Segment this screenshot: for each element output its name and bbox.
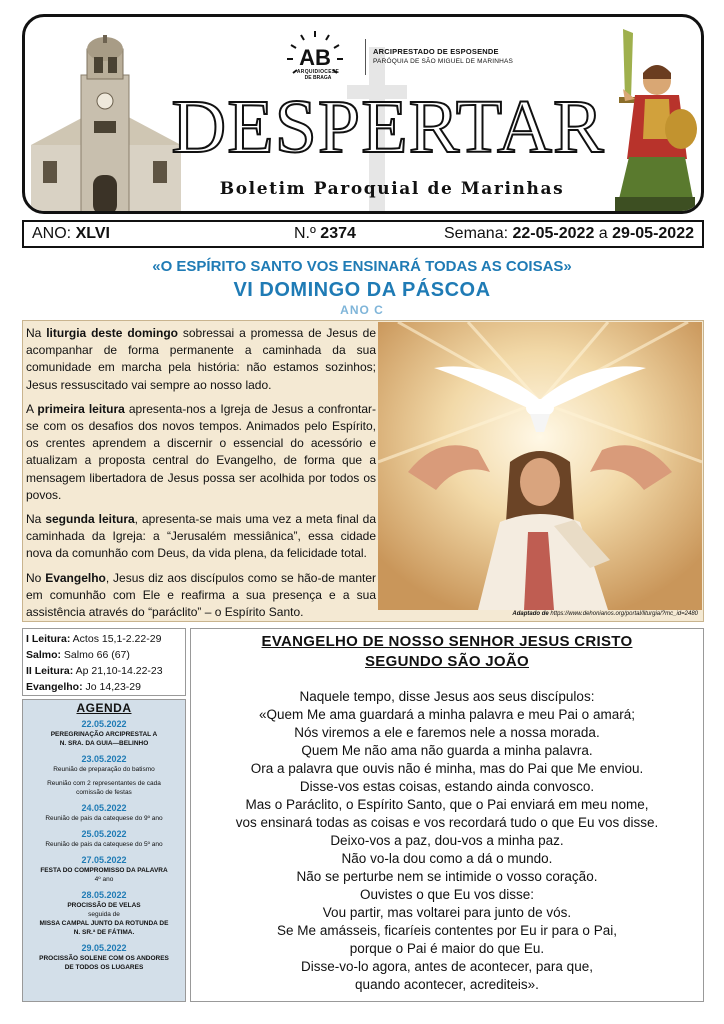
gospel-line: vos ensinará todas as coisas e vos recordará tudo o que Eu vos disse. — [235, 815, 659, 830]
agenda-event: PROCISSÃO DE VELAS — [67, 902, 141, 909]
reading-item: Evangelho: Jo 14,23-29 — [26, 681, 141, 693]
liturgy-paragraph: Na segunda leitura, apresenta-se mais uma vez a meta final da caminhada da Igreja: a “Jerusalém messiânica”, essa cidade nova da comunhão com Deus, da vida plena, da felicidade total. — [26, 512, 376, 561]
agenda-event: comissão de festas — [76, 789, 132, 796]
agenda-date: 22.05.2022 — [81, 719, 127, 729]
gospel-line: «Quem Me ama guardará a minha palavra e meu Pai o amará; — [259, 707, 635, 722]
logo-text-line-2: DE BRAGA — [304, 75, 332, 81]
agenda-title: AGENDA — [76, 701, 132, 715]
week-start: 22-05-2022 — [512, 225, 595, 242]
gospel-line: Não se perturbe nem se intimide o vosso coração. — [296, 869, 598, 884]
sunburst-icon — [275, 29, 355, 93]
agenda-date: 28.05.2022 — [81, 890, 127, 900]
gospel-text — [191, 688, 703, 994]
bulletin-subtitle: Boletim Paroquial de Marinhas — [219, 179, 565, 199]
gospel-title-line: SEGUNDO SÃO JOÃO — [365, 653, 529, 670]
liturgical-year: ANO C — [340, 303, 384, 317]
year-value: XLVI — [75, 225, 110, 242]
paroquia-label: PARÓQUIA DE SÃO MIGUEL DE MARINHAS — [373, 58, 514, 65]
week-label: Semana: — [444, 225, 509, 242]
gospel-panel — [190, 628, 704, 1002]
year-field — [32, 225, 110, 243]
gospel-line: Não vo-la dou como a dá o mundo. — [341, 851, 553, 866]
image-credit: Adaptado de https://www.dehonianos.org/portal/liturgia/?mc_id=2480 — [512, 611, 698, 617]
agenda-event: MISSA CAMPAL JUNTO DA ROTUNDA DE — [39, 920, 169, 927]
issue-info-bar — [22, 220, 704, 248]
reading-item: II Leitura: Ap 21,10-14.22-23 — [26, 665, 163, 677]
gospel-line: Deixo-vos a paz, dou-vos a minha paz. — [330, 833, 564, 848]
agenda-date: 25.05.2022 — [81, 829, 127, 839]
liturgy-text — [26, 325, 376, 628]
arciprestado-label: ARCIPRESTADO DE ESPOSENDE — [373, 47, 499, 56]
agenda-event: 4º ano — [94, 876, 114, 883]
masthead — [22, 14, 704, 214]
gospel-line: Nós viremos a ele e faremos nele a nossa morada. — [294, 725, 600, 740]
agenda-panel — [22, 699, 186, 1002]
agenda-event: N. SRA. DA GUIA—BELINHO — [59, 740, 149, 747]
logo-text-line-1: ARQUIDIOCESE — [296, 69, 340, 75]
svg-text:AB: AB — [299, 45, 331, 70]
gospel-line: Ouvistes o que Eu vos disse: — [359, 887, 535, 902]
agenda-event: Reunião de pais da catequese do 9º ano — [45, 815, 163, 822]
gospel-title-line: EVANGELHO DE NOSSO SENHOR JESUS CRISTO — [261, 633, 633, 650]
bulletin-title: DESPERTAR — [171, 85, 605, 169]
agenda-date: 24.05.2022 — [81, 803, 127, 813]
gospel-line: Se Me amásseis, ficaríeis contentes por Eu ir para o Pai, — [277, 923, 617, 938]
jesus-holy-spirit-illustration — [378, 322, 702, 610]
week-separator: a — [598, 225, 608, 242]
liturgy-paragraph: A primeira leitura apresenta-nos a Igreja de Jesus a confrontar-se com os desafios dos novos tempos. Animados pelo Espírito, os crentes aprendem a discernir o essencial do acessório e atualizam a proposta central do Evangelho, de forma que a mensagem libertadora de Jesus possa ser acolhida por todos os povos. — [26, 401, 376, 502]
gospel-line: Mas o Paráclito, o Espírito Santo, que o Pai enviará em meu nome, — [245, 797, 649, 812]
week-end: 29-05-2022 — [612, 225, 694, 242]
agenda-event: seguida de — [88, 911, 120, 918]
logo-divider — [365, 39, 366, 75]
agenda-event: Reunião com 2 representantes de cada — [47, 780, 161, 787]
agenda-event: PROCISSÃO SOLENE COM OS ANDORES — [39, 955, 169, 962]
reading-item: I Leitura: Actos 15,1-2.22-29 — [26, 633, 162, 645]
reading-item: Salmo: Salmo 66 (67) — [26, 649, 130, 661]
issue-number-value: 2374 — [320, 225, 356, 242]
sunday-heading: VI DOMINGO DA PÁSCOA — [233, 279, 491, 301]
issue-number-label: N.º — [294, 225, 316, 242]
gospel-line: Quem Me não ama não guarda a minha palavra. — [301, 743, 593, 758]
liturgy-paragraph: Na liturgia deste domingo sobressai a promessa de Jesus de acompanhar de forma permanente a caminhada da sua comunidade em marcha pela história: não estamos sozinhos; Jesus ressuscitado vai sempre ao nosso lado. — [26, 326, 377, 392]
gospel-line: Vou partir, mas voltarei para junto de vós. — [322, 905, 572, 920]
agenda-event: PEREGRINAÇÃO ARCIPRESTAL A — [50, 731, 158, 738]
quote-heading: «O ESPÍRITO SANTO VOS ENSINARÁ TODAS AS COISAS» — [152, 258, 572, 275]
gospel-line: Disse-vos estas coisas, estando ainda convosco. — [299, 779, 595, 794]
agenda-date: 27.05.2022 — [81, 855, 127, 865]
agenda-event: DE TODOS OS LUGARES — [64, 964, 144, 971]
week-field — [444, 225, 694, 243]
year-label: ANO: — [32, 225, 72, 242]
liturgy-paragraph: No Evangelho, Jesus diz aos discípulos como se hão-de manter em comunhão com Ele e reafirma a sua presença e a sua assistência através do “paráclito” – o Espírito Santo. — [26, 570, 376, 620]
gospel-line: Disse-vo-lo agora, antes de acontecer, para que, — [301, 959, 593, 974]
issue-number-field — [294, 225, 356, 243]
gospel-title — [191, 632, 703, 672]
agenda-date: 29.05.2022 — [81, 943, 127, 953]
gospel-line: porque o Pai é maior do que Eu. — [349, 941, 545, 956]
agenda-event: N. SR.ª DE FÁTIMA. — [73, 929, 135, 936]
gospel-line: quando acontecer, acrediteis». — [355, 977, 539, 992]
agenda-date: 23.05.2022 — [81, 754, 127, 764]
agenda-event: FESTA DO COMPROMISSO DA PALAVRA — [40, 867, 168, 874]
archdiocese-logo — [275, 29, 355, 93]
agenda-event: Reunião de preparação do batismo — [53, 766, 155, 773]
agenda-event: Reunião de pais da catequese do 5º ano — [45, 841, 163, 848]
gospel-line: Ora a palavra que ouvis não é minha, mas do Pai que Me enviou. — [250, 761, 644, 776]
gospel-line: Naquele tempo, disse Jesus aos seus discípulos: — [299, 689, 595, 704]
readings-list — [22, 628, 186, 696]
